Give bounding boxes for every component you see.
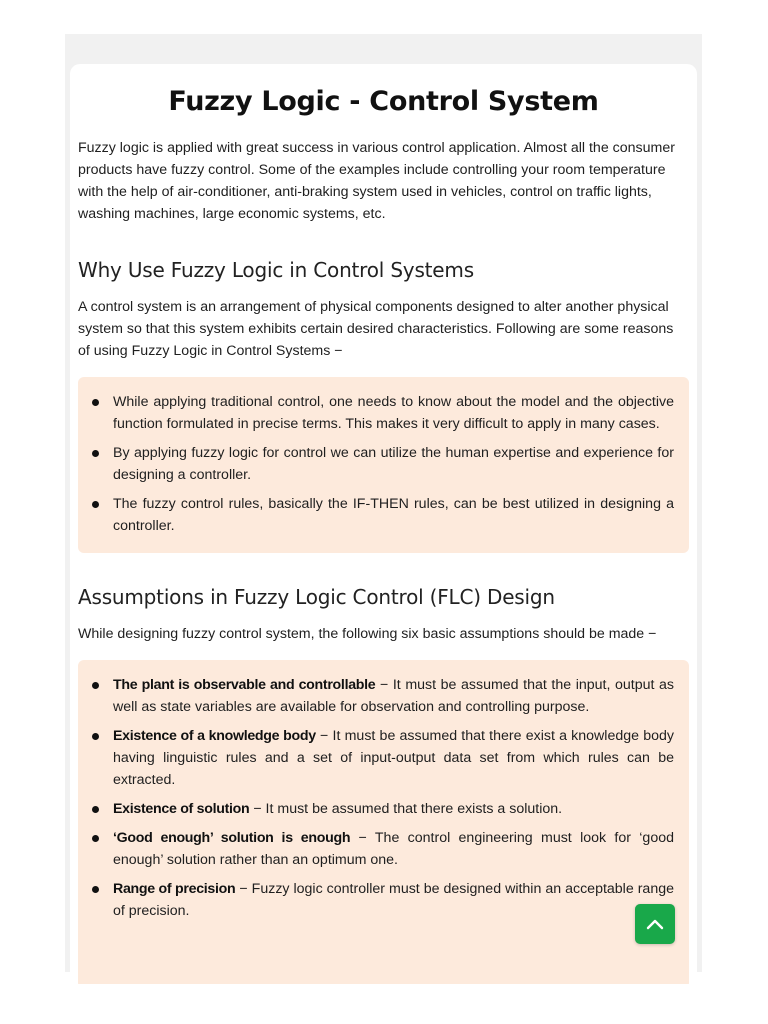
bullet-icon [92,682,99,689]
section-paragraph-why: A control system is an arrangement of physical components designed to alter another physical system so that this system exhibits certain desired characteristics. Following are some reasons of using Fuzzy Logic in Control Systems − [78,299,674,359]
section-heading-assumptions: Assumptions in Fuzzy Logic Control (FLC) Design [78,585,555,609]
chevron-up-icon [646,918,664,930]
section-paragraph-assumptions: While designing fuzzy control system, the following six basic assumptions should be made − [78,626,657,642]
list-item: While applying traditional control, one needs to know about the model and the objective function formulated in precise terms. This makes it very difficult to apply in many cases. [78,391,689,435]
bullet-icon [92,835,99,842]
list-item: The fuzzy control rules, basically the IF-THEN rules, can be best utilized in designing a controller. [78,493,689,537]
list-item: Existence of a knowledge body − It must be assumed that there exist a knowledge body having linguistic rules and a set of input-output data set from which rules can be extracted. [78,725,689,791]
article-card [70,64,697,984]
list-item: The plant is observable and controllable − It must be assumed that the input, output as well as state variables are available for observation and controlling purpose. [78,674,689,718]
assumptions-box [78,660,689,984]
section-heading-why: Why Use Fuzzy Logic in Control Systems [78,258,474,282]
bullet-icon [92,501,99,508]
bullet-icon [92,886,99,893]
list-item: ‘Good enough’ solution is enough − The control engineering must look for ‘good enough’ solution rather than an optimum one. [78,827,689,871]
bullet-icon [92,399,99,406]
reasons-box [78,377,689,553]
page-title: Fuzzy Logic - Control System [168,86,599,117]
list-item: Range of precision − Fuzzy logic controller must be designed within an acceptable range of precision. [78,878,689,922]
bullet-icon [92,733,99,740]
reasons-list [78,377,689,537]
list-item: Existence of solution − It must be assumed that there exists a solution. [78,798,689,820]
bullet-icon [92,450,99,457]
bullet-icon [92,806,99,813]
intro-paragraph: Fuzzy logic is applied with great success in various control application. Almost all the consumer products have fuzzy control. Some of the examples include controlling your room temperature with the help of air-conditioner, anti-braking system used in vehicles, control on traffic lights, washing machines, large economic systems, etc. [78,140,675,222]
assumptions-list [78,660,689,922]
list-item: By applying fuzzy logic for control we can utilize the human expertise and experience for designing a controller. [78,442,689,486]
scroll-to-top-button[interactable] [635,904,675,944]
